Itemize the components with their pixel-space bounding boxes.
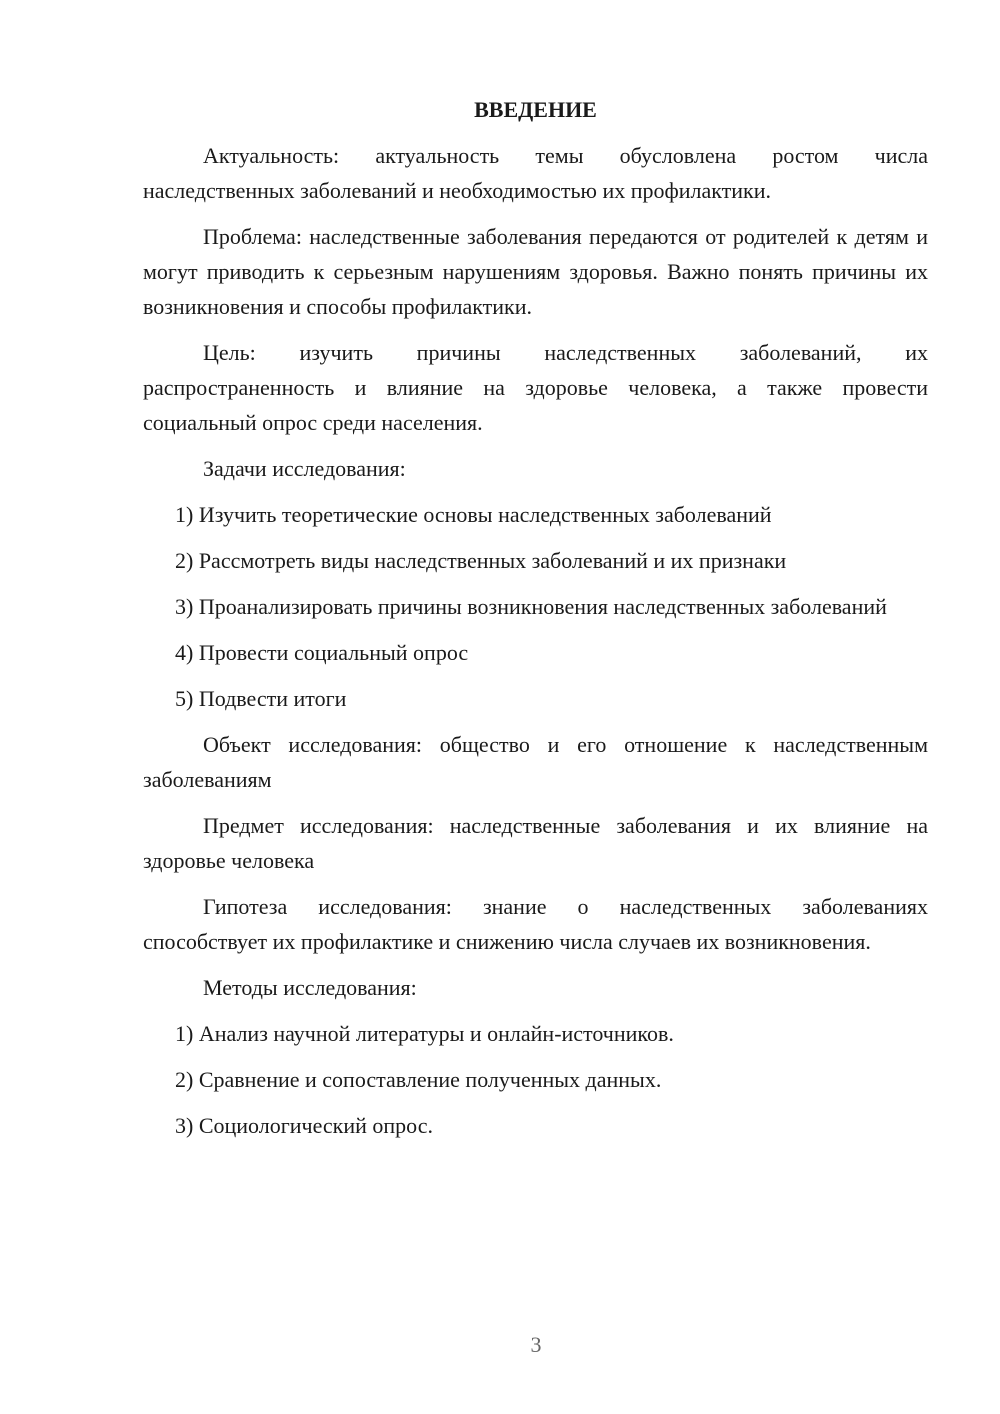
goal-paragraph: Цель: изучить причины наследственных заболеваний, их распространенность и влияние на здоровье человека, а также провести социальный опрос среди населения. (143, 340, 928, 435)
methods-heading: Методы исследования: (203, 975, 417, 1000)
tasks-heading: Задачи исследования: (203, 456, 406, 481)
hypothesis-paragraph: Гипотеза исследования: знание о наследственных заболеваниях способствует их профилактике и снижению числа случаев их возникновения. (143, 894, 928, 954)
task-item: 2) Рассмотреть виды наследственных заболеваний и их признаки (175, 548, 787, 573)
section-title: ВВЕДЕНИЕ (474, 97, 597, 122)
object-paragraph: Объект исследования: общество и его отношение к наследственным заболеваниям (143, 732, 928, 792)
problem-paragraph: Проблема: наследственные заболевания передаются от родителей к детям и могут приводить к серьезным нарушениям здоровья. Важно понять причины их возникновения и способы профилактики. (143, 224, 928, 319)
subject-paragraph: Предмет исследования: наследственные заболевания и их влияние на здоровье человека (143, 813, 928, 873)
page-number: 3 (530, 1332, 542, 1357)
method-item: 2) Сравнение и сопоставление полученных данных. (175, 1067, 662, 1092)
task-item: 4) Провести социальный опрос (175, 640, 469, 665)
task-item: 3) Проанализировать причины возникновения наследственных заболеваний (175, 594, 887, 619)
method-item: 3) Социологический опрос. (175, 1113, 433, 1138)
method-item: 1) Анализ научной литературы и онлайн-источников. (175, 1021, 674, 1046)
relevance-paragraph: Актуальность: актуальность темы обусловлена ростом числа наследственных заболеваний и необходимостью их профилактики. (143, 143, 928, 203)
task-item: 5) Подвести итоги (175, 686, 347, 711)
task-item: 1) Изучить теоретические основы наследственных заболеваний (175, 502, 772, 527)
page-content (143, 92, 928, 1154)
